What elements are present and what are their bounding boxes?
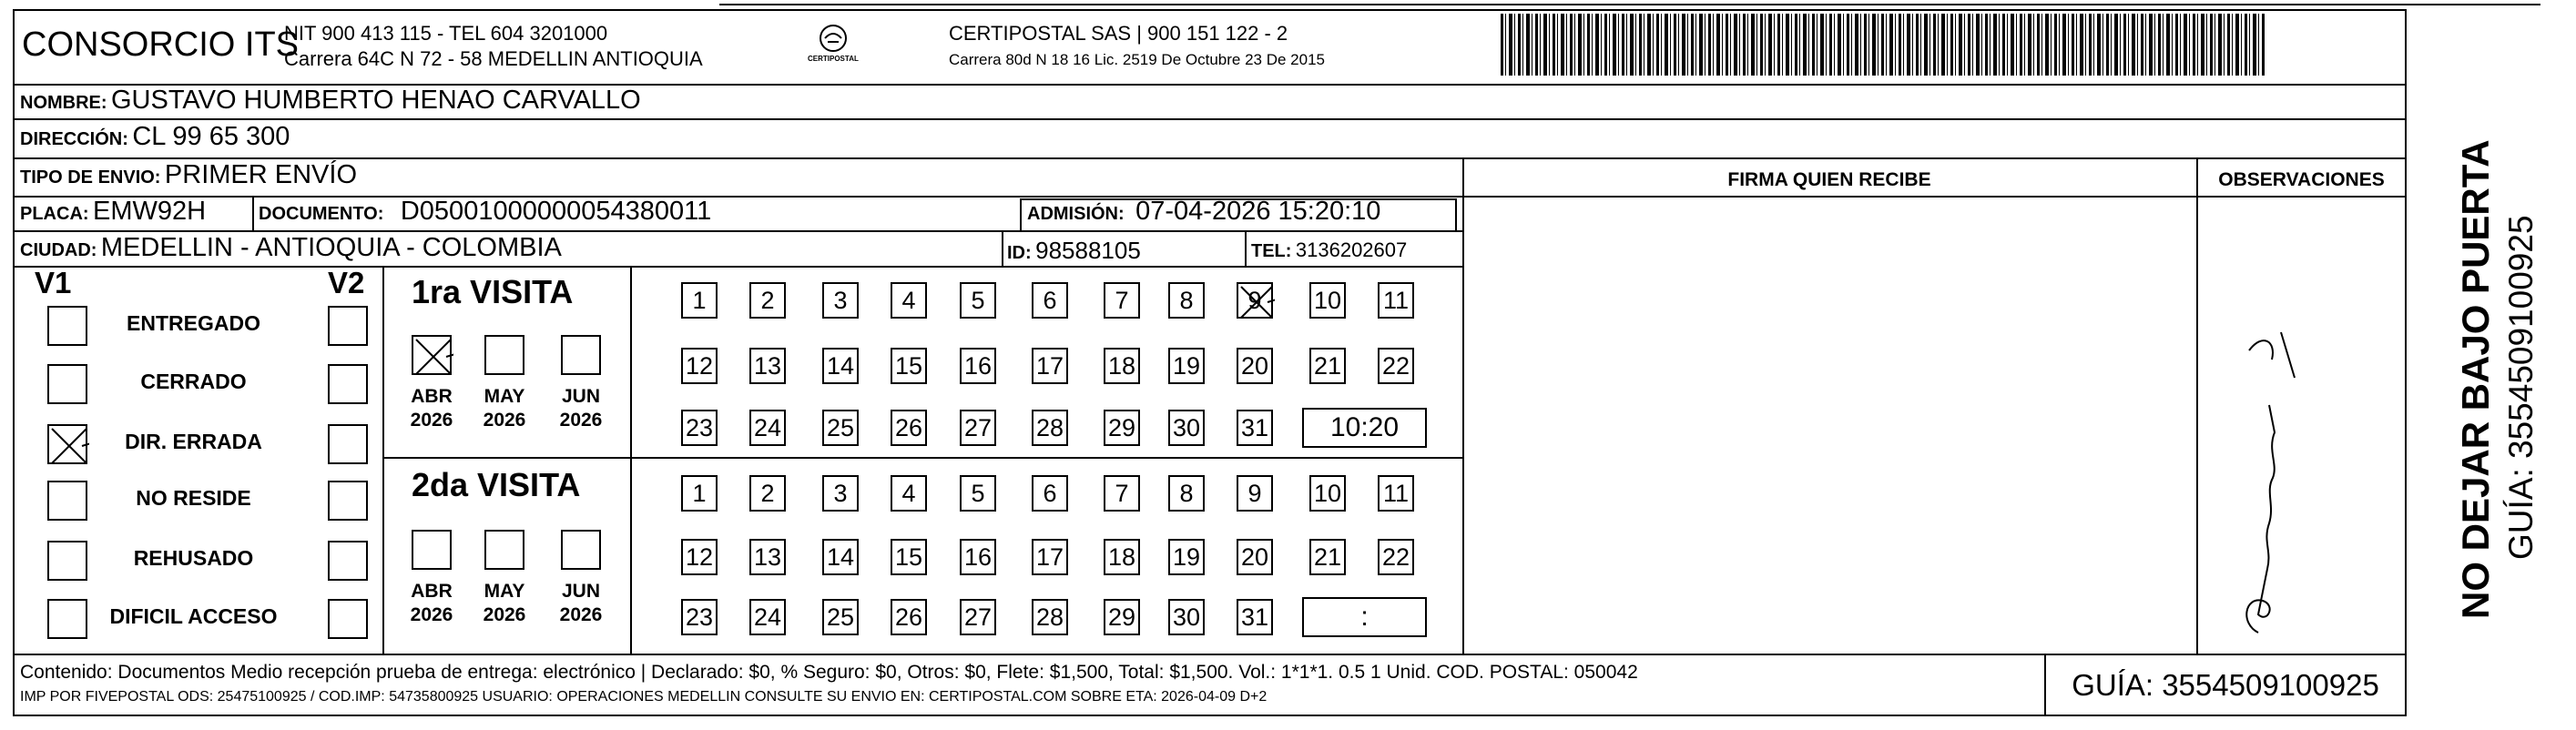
second-visit-day[interactable] <box>1104 599 1140 635</box>
day-number: 19 <box>1172 543 1201 571</box>
day-number: 8 <box>1179 480 1194 507</box>
second-visit-day[interactable] <box>1309 539 1346 575</box>
first-visit-day[interactable] <box>960 282 996 319</box>
day-number: 6 <box>1043 287 1057 314</box>
status-item-label: DIFICIL ACCESO <box>109 604 278 628</box>
courier-address: Carrera 80d N 18 16 Lic. 2519 De Octubre 23 De 2015 <box>949 51 1325 68</box>
status-item-label: ENTREGADO <box>127 311 260 335</box>
first-visit-day[interactable] <box>1168 282 1205 319</box>
handwritten-signature <box>2222 296 2322 651</box>
day-number: 23 <box>685 414 714 441</box>
day-number: 26 <box>894 414 923 441</box>
status-divider <box>382 266 384 654</box>
day-number: 18 <box>1107 543 1136 571</box>
first-visit-day[interactable] <box>1168 410 1205 446</box>
placa-value: EMW92H <box>93 197 207 226</box>
rule-ciudad <box>13 266 1462 268</box>
day-number: 14 <box>826 352 855 380</box>
day-number: 28 <box>1035 414 1064 441</box>
day-number: 27 <box>963 603 993 631</box>
firma-divider <box>1462 157 1464 654</box>
first-visit-day[interactable] <box>891 410 927 446</box>
second-visit-day[interactable] <box>960 599 996 635</box>
day-number: 4 <box>901 287 916 314</box>
day-number: 4 <box>901 480 916 507</box>
first-visit-day[interactable] <box>1237 282 1273 319</box>
day-number: 30 <box>1172 414 1201 441</box>
second-visit-day[interactable] <box>891 475 927 512</box>
day-number: 28 <box>1035 603 1064 631</box>
tipo-row <box>20 160 357 190</box>
day-number: 29 <box>1107 603 1136 631</box>
first-visit-month-label: ABR <box>411 386 453 407</box>
status-item-label: DIR. ERRADA <box>125 430 262 453</box>
second-visit-day[interactable] <box>1378 539 1414 575</box>
day-number: 21 <box>1313 543 1342 571</box>
second-visit-day[interactable] <box>1309 475 1346 512</box>
day-number: 22 <box>1381 352 1410 380</box>
company-nit: NIT 900 413 115 - TEL 604 3201000 <box>284 22 608 45</box>
first-visit-day[interactable] <box>749 282 786 319</box>
ciudad-value: MEDELLIN - ANTIOQUIA - COLOMBIA <box>100 233 562 262</box>
id-label: ID: <box>1007 243 1032 263</box>
rule-nombre <box>13 118 2407 120</box>
first-visit-day[interactable] <box>1309 348 1346 384</box>
tel-divider <box>1245 232 1247 266</box>
first-visit-label: 1ra VISITA <box>412 273 574 310</box>
direccion-row <box>20 122 290 152</box>
second-visit-day[interactable] <box>1378 475 1414 512</box>
second-visit-day[interactable] <box>1237 539 1273 575</box>
first-visit-day[interactable] <box>1104 282 1140 319</box>
top-rule <box>719 4 2540 5</box>
second-visit-day[interactable] <box>960 475 996 512</box>
side-warning: NO DEJAR BAJO PUERTA <box>2454 139 2497 619</box>
direccion-value: CL 99 65 300 <box>132 122 290 151</box>
first-visit-day[interactable] <box>1104 348 1140 384</box>
first-visit-year-label: 2026 <box>559 410 603 431</box>
placa-row <box>20 197 206 227</box>
rule-visits-split <box>382 457 1462 459</box>
first-visit-month-jun-checkbox[interactable] <box>561 335 601 375</box>
day-number: 20 <box>1240 543 1269 571</box>
second-visit-day[interactable] <box>1032 599 1068 635</box>
nombre-value: GUSTAVO HUMBERTO HENAO CARVALLO <box>111 86 641 115</box>
day-number: 14 <box>826 543 855 571</box>
admision-row <box>1027 197 1380 227</box>
day-number: 22 <box>1381 543 1410 571</box>
day-number: 31 <box>1240 414 1269 441</box>
courier-name: CERTIPOSTAL SAS | 900 151 122 - 2 <box>949 22 1288 45</box>
second-visit-month-label: JUN <box>561 581 600 602</box>
status-item-label: REHUSADO <box>133 546 254 570</box>
first-visit-day[interactable] <box>1378 348 1414 384</box>
first-visit-day[interactable] <box>822 410 859 446</box>
status-item-label: CERRADO <box>140 370 247 393</box>
day-number: 23 <box>685 603 714 631</box>
tipo-label: TIPO DE ENVIO: <box>20 167 161 188</box>
ciudad-label: CIUDAD: <box>20 240 97 260</box>
v2-checkbox-5[interactable] <box>328 599 368 639</box>
day-number: 25 <box>826 414 855 441</box>
footer-contenido: Contenido: Documentos Medio recepción prueba de entrega: electrónico | Declarado: $0, % Seguro: $0, Otros: $0, Flete: $1,500, Total: $1,500. Vol.: 1*1*1. 0.5 1 Unid. COD. POSTAL: 050042 <box>20 662 1638 683</box>
admision-value: 07-04-2026 15:20:10 <box>1135 197 1381 226</box>
second-visit-day[interactable] <box>749 475 786 512</box>
observaciones-label: OBSERVACIONES <box>2218 169 2385 190</box>
second-visit-day[interactable] <box>891 599 927 635</box>
first-visit-day[interactable] <box>891 348 927 384</box>
first-visit-day[interactable] <box>749 348 786 384</box>
v1-checkbox-5[interactable] <box>47 599 87 639</box>
documento-label: DOCUMENTO: <box>259 204 384 224</box>
second-visit-day[interactable] <box>1104 539 1140 575</box>
first-visit-day[interactable] <box>681 282 718 319</box>
id-divider <box>1002 232 1003 266</box>
second-visit-day[interactable] <box>822 599 859 635</box>
rule-footer <box>13 654 2407 655</box>
second-visit-day[interactable] <box>1237 475 1273 512</box>
company-address: Carrera 64C N 72 - 58 MEDELLIN ANTIOQUIA <box>284 47 703 70</box>
first-visit-day[interactable] <box>1032 348 1068 384</box>
first-visit-day[interactable] <box>960 348 996 384</box>
v1-checkbox-4[interactable] <box>47 541 87 581</box>
v2-checkbox-0[interactable] <box>328 306 368 346</box>
day-number: 3 <box>833 480 848 507</box>
v2-label: V2 <box>328 266 365 299</box>
rule-direccion <box>13 157 2407 159</box>
first-visit-day[interactable] <box>891 282 927 319</box>
tel-label: TEL: <box>1251 241 1292 261</box>
first-visit-month-label: MAY <box>484 386 525 407</box>
firma-label: FIRMA QUIEN RECIBE <box>1727 169 1931 190</box>
second-visit-month-label: MAY <box>484 581 525 602</box>
day-number: 5 <box>971 480 985 507</box>
day-number: 17 <box>1035 543 1064 571</box>
day-number: 27 <box>963 414 993 441</box>
day-number: 12 <box>685 543 714 571</box>
day-number: 15 <box>894 543 923 571</box>
day-number: 9 <box>1247 287 1262 314</box>
first-visit-month-may-checkbox[interactable] <box>484 335 524 375</box>
second-visit-month-abr-checkbox[interactable] <box>412 530 452 570</box>
second-visit-day[interactable] <box>891 539 927 575</box>
day-number: 6 <box>1043 480 1057 507</box>
v1-checkbox-3[interactable] <box>47 481 87 521</box>
day-number: 11 <box>1382 480 1410 507</box>
second-visit-day[interactable] <box>1168 539 1205 575</box>
id-row <box>1007 237 1141 265</box>
day-number: 20 <box>1240 352 1269 380</box>
first-visit-day[interactable] <box>1104 410 1140 446</box>
day-number: 11 <box>1382 287 1410 314</box>
second-visit-day[interactable] <box>822 475 859 512</box>
day-number: 10 <box>1313 287 1342 314</box>
v2-checkbox-3[interactable] <box>328 481 368 521</box>
second-visit-year-label: 2026 <box>410 604 453 625</box>
day-number: 16 <box>963 352 993 380</box>
second-visit-day[interactable] <box>1032 539 1068 575</box>
second-visit-day[interactable] <box>681 475 718 512</box>
first-visit-day[interactable] <box>1237 410 1273 446</box>
company-name: CONSORCIO ITS <box>22 25 300 64</box>
tel-row <box>1251 238 1407 262</box>
months-divider <box>630 266 632 654</box>
first-visit-day[interactable] <box>681 348 718 384</box>
placa-divider <box>252 196 254 230</box>
day-number: 9 <box>1247 480 1262 507</box>
first-visit-day[interactable] <box>1378 282 1414 319</box>
second-visit-day[interactable] <box>681 599 718 635</box>
tipo-value: PRIMER ENVÍO <box>164 160 358 189</box>
day-number: 1 <box>692 287 707 314</box>
second-visit-day[interactable] <box>1168 475 1205 512</box>
observaciones-divider <box>2196 157 2198 654</box>
second-visit-day[interactable] <box>1104 475 1140 512</box>
first-visit-year-label: 2026 <box>410 410 453 431</box>
day-number: 17 <box>1035 352 1064 380</box>
second-visit-time-field[interactable]: : <box>1302 597 1427 637</box>
first-visit-day[interactable] <box>960 410 996 446</box>
second-visit-day[interactable] <box>1168 599 1205 635</box>
second-visit-day[interactable] <box>1032 475 1068 512</box>
footer-guia: GUÍA: 3554509100925 <box>2072 668 2379 702</box>
admision-label: ADMISIÓN: <box>1027 204 1125 224</box>
nombre-row <box>20 86 641 116</box>
id-value: 98588105 <box>1035 237 1141 264</box>
first-visit-month-abr-checkbox[interactable] <box>412 335 452 375</box>
first-visit-day[interactable] <box>822 348 859 384</box>
first-visit-month-label: JUN <box>561 386 600 407</box>
second-visit-month-label: ABR <box>411 581 453 602</box>
footer-imp: IMP POR FIVEPOSTAL ODS: 25475100925 / COD.IMP: 54735800925 USUARIO: OPERACIONES MEDELLIN CONSULTE SU ENVIO EN: CERTIPOSTAL.COM SOBRE ETA: 2026-04-09 D+2 <box>20 689 1268 705</box>
first-visit-day[interactable] <box>681 410 718 446</box>
v2-checkbox-4[interactable] <box>328 541 368 581</box>
day-number: 1 <box>692 480 707 507</box>
day-number: 3 <box>833 287 848 314</box>
first-visit-year-label: 2026 <box>483 410 526 431</box>
second-visit-month-jun-checkbox[interactable] <box>561 530 601 570</box>
day-number: 24 <box>753 603 782 631</box>
day-number: 7 <box>1115 480 1129 507</box>
day-number: 13 <box>753 352 782 380</box>
tel-value: 3136202607 <box>1295 238 1408 261</box>
certipostal-logo-text: CERTIPOSTAL <box>808 55 859 63</box>
second-visit-day[interactable] <box>960 539 996 575</box>
v1-checkbox-1[interactable] <box>47 364 87 404</box>
second-visit-label: 2da VISITA <box>412 466 581 503</box>
day-number: 18 <box>1107 352 1136 380</box>
day-number: 2 <box>760 480 775 507</box>
placa-label: PLACA: <box>20 204 89 224</box>
direccion-label: DIRECCIÓN: <box>20 129 128 149</box>
second-visit-day[interactable] <box>1237 599 1273 635</box>
day-number: 2 <box>760 287 775 314</box>
day-number: 12 <box>685 352 714 380</box>
v1-checkbox-2[interactable] <box>47 424 87 464</box>
documento-value: D05001000000054380011 <box>400 197 712 226</box>
second-visit-year-label: 2026 <box>559 604 603 625</box>
second-visit-year-label: 2026 <box>483 604 526 625</box>
first-visit-time-field[interactable]: 10:20 <box>1302 408 1427 448</box>
second-visit-day[interactable] <box>681 539 718 575</box>
v2-checkbox-1[interactable] <box>328 364 368 404</box>
ciudad-row <box>20 233 562 263</box>
second-visit-day[interactable] <box>749 539 786 575</box>
second-visit-day[interactable] <box>822 539 859 575</box>
first-visit-day[interactable] <box>1168 348 1205 384</box>
first-visit-day[interactable] <box>1237 348 1273 384</box>
day-number: 13 <box>753 543 782 571</box>
second-visit-month-may-checkbox[interactable] <box>484 530 524 570</box>
day-number: 10 <box>1313 480 1342 507</box>
first-visit-day[interactable] <box>1032 410 1068 446</box>
day-number: 16 <box>963 543 993 571</box>
side-guia: GUÍA: 3554509100925 <box>2502 215 2540 560</box>
day-number: 15 <box>894 352 923 380</box>
day-number: 19 <box>1172 352 1201 380</box>
day-number: 26 <box>894 603 923 631</box>
v2-checkbox-2[interactable] <box>328 424 368 464</box>
documento-row <box>259 197 711 227</box>
day-number: 7 <box>1115 287 1129 314</box>
day-number: 30 <box>1172 603 1201 631</box>
barcode-icon <box>1501 14 2265 76</box>
day-number: 5 <box>971 287 985 314</box>
first-visit-day[interactable] <box>1032 282 1068 319</box>
certipostal-logo <box>806 18 860 73</box>
day-number: 8 <box>1179 287 1194 314</box>
first-visit-day[interactable] <box>1309 282 1346 319</box>
day-number: 21 <box>1313 352 1342 380</box>
day-number: 24 <box>753 414 782 441</box>
day-number: 25 <box>826 603 855 631</box>
day-number: 31 <box>1240 603 1269 631</box>
first-visit-day[interactable] <box>822 282 859 319</box>
v1-label: V1 <box>35 266 72 299</box>
nombre-label: NOMBRE: <box>20 93 107 113</box>
day-number: 29 <box>1107 414 1136 441</box>
first-visit-day[interactable] <box>749 410 786 446</box>
status-item-label: NO RESIDE <box>136 486 251 510</box>
v1-checkbox-0[interactable] <box>47 306 87 346</box>
second-visit-day[interactable] <box>749 599 786 635</box>
